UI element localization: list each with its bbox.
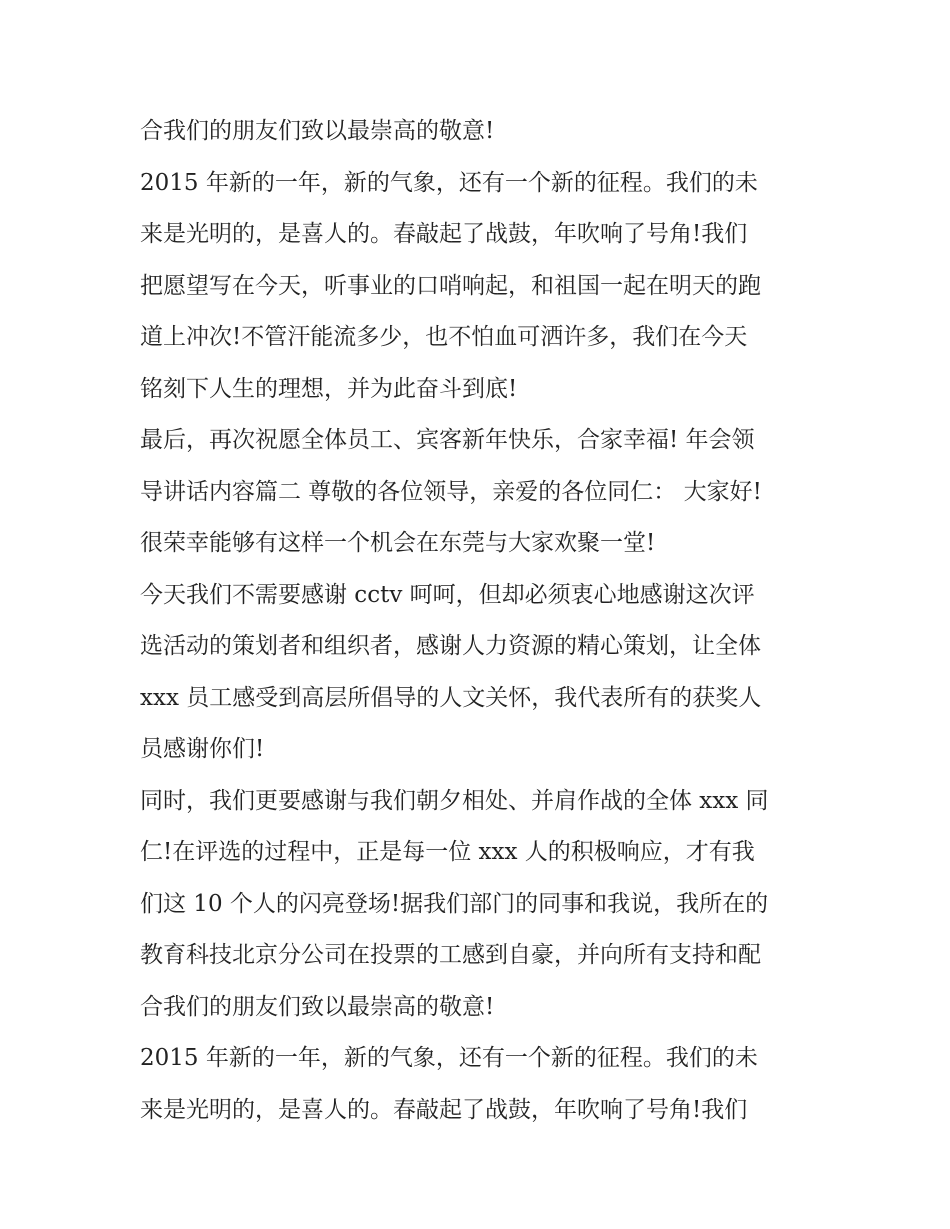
text-line: 道上冲次!不管汗能流多少，也不怕血可洒许多，我们在今天 — [140, 324, 748, 350]
text-line: 铭刻下人生的理想，并为此奋斗到底! — [140, 375, 518, 402]
text-line: 仁!在评选的过程中，正是每一位 xxx 人的积极响应，才有我 — [140, 839, 755, 865]
text-line: 合我们的朋友们致以最崇高的敬意! — [140, 993, 495, 1020]
text-line: 2015 年新的一年，新的气象，还有一个新的征程。我们的未 — [140, 1045, 758, 1071]
text-line: 同时，我们更要感谢与我们朝夕相处、并肩作战的全体 xxx 同 — [140, 787, 769, 814]
text-line: 来是光明的，是喜人的。春敲起了战鼓，年吹响了号角!我们 — [140, 221, 748, 247]
text-line: 教育科技北京分公司在投票的工感到自豪，并向所有支持和配 — [140, 942, 761, 968]
text-line: 2015 年新的一年，新的气象，还有一个新的征程。我们的未 — [140, 169, 758, 196]
text-line: 把愿望写在今天，听事业的口哨响起，和祖国一起在明天的跑 — [140, 272, 761, 299]
text-line: 选活动的策划者和组织者，感谢人力资源的精心策划，让全体 — [140, 633, 761, 659]
text-line: 今天我们不需要感谢 cctv 呵呵，但却必须衷心地感谢这次评 — [140, 581, 755, 608]
text-line: 们这 10 个人的闪亮登场!据我们部门的同事和我说，我所在的 — [140, 890, 769, 917]
body-text — [140, 106, 820, 1136]
text-line: 导讲话内容篇二 尊敬的各位领导，亲爱的各位同仁： 大家好! — [140, 478, 762, 505]
text-line: 很荣幸能够有这样一个机会在东莞与大家欢聚一堂! — [140, 530, 656, 556]
text-line: 最后，再次祝愿全体员工、宾客新年快乐，合家幸福! 年会领 — [140, 427, 755, 453]
text-line: 来是光明的，是喜人的。春敲起了战鼓，年吹响了号角!我们 — [140, 1096, 748, 1123]
text-line: 员感谢你们! — [140, 736, 265, 762]
text-line: xxx 员工感受到高层所倡导的人文关怀，我代表所有的获奖人 — [140, 684, 762, 711]
text-line: 合我们的朋友们致以最崇高的敬意! — [140, 118, 495, 144]
